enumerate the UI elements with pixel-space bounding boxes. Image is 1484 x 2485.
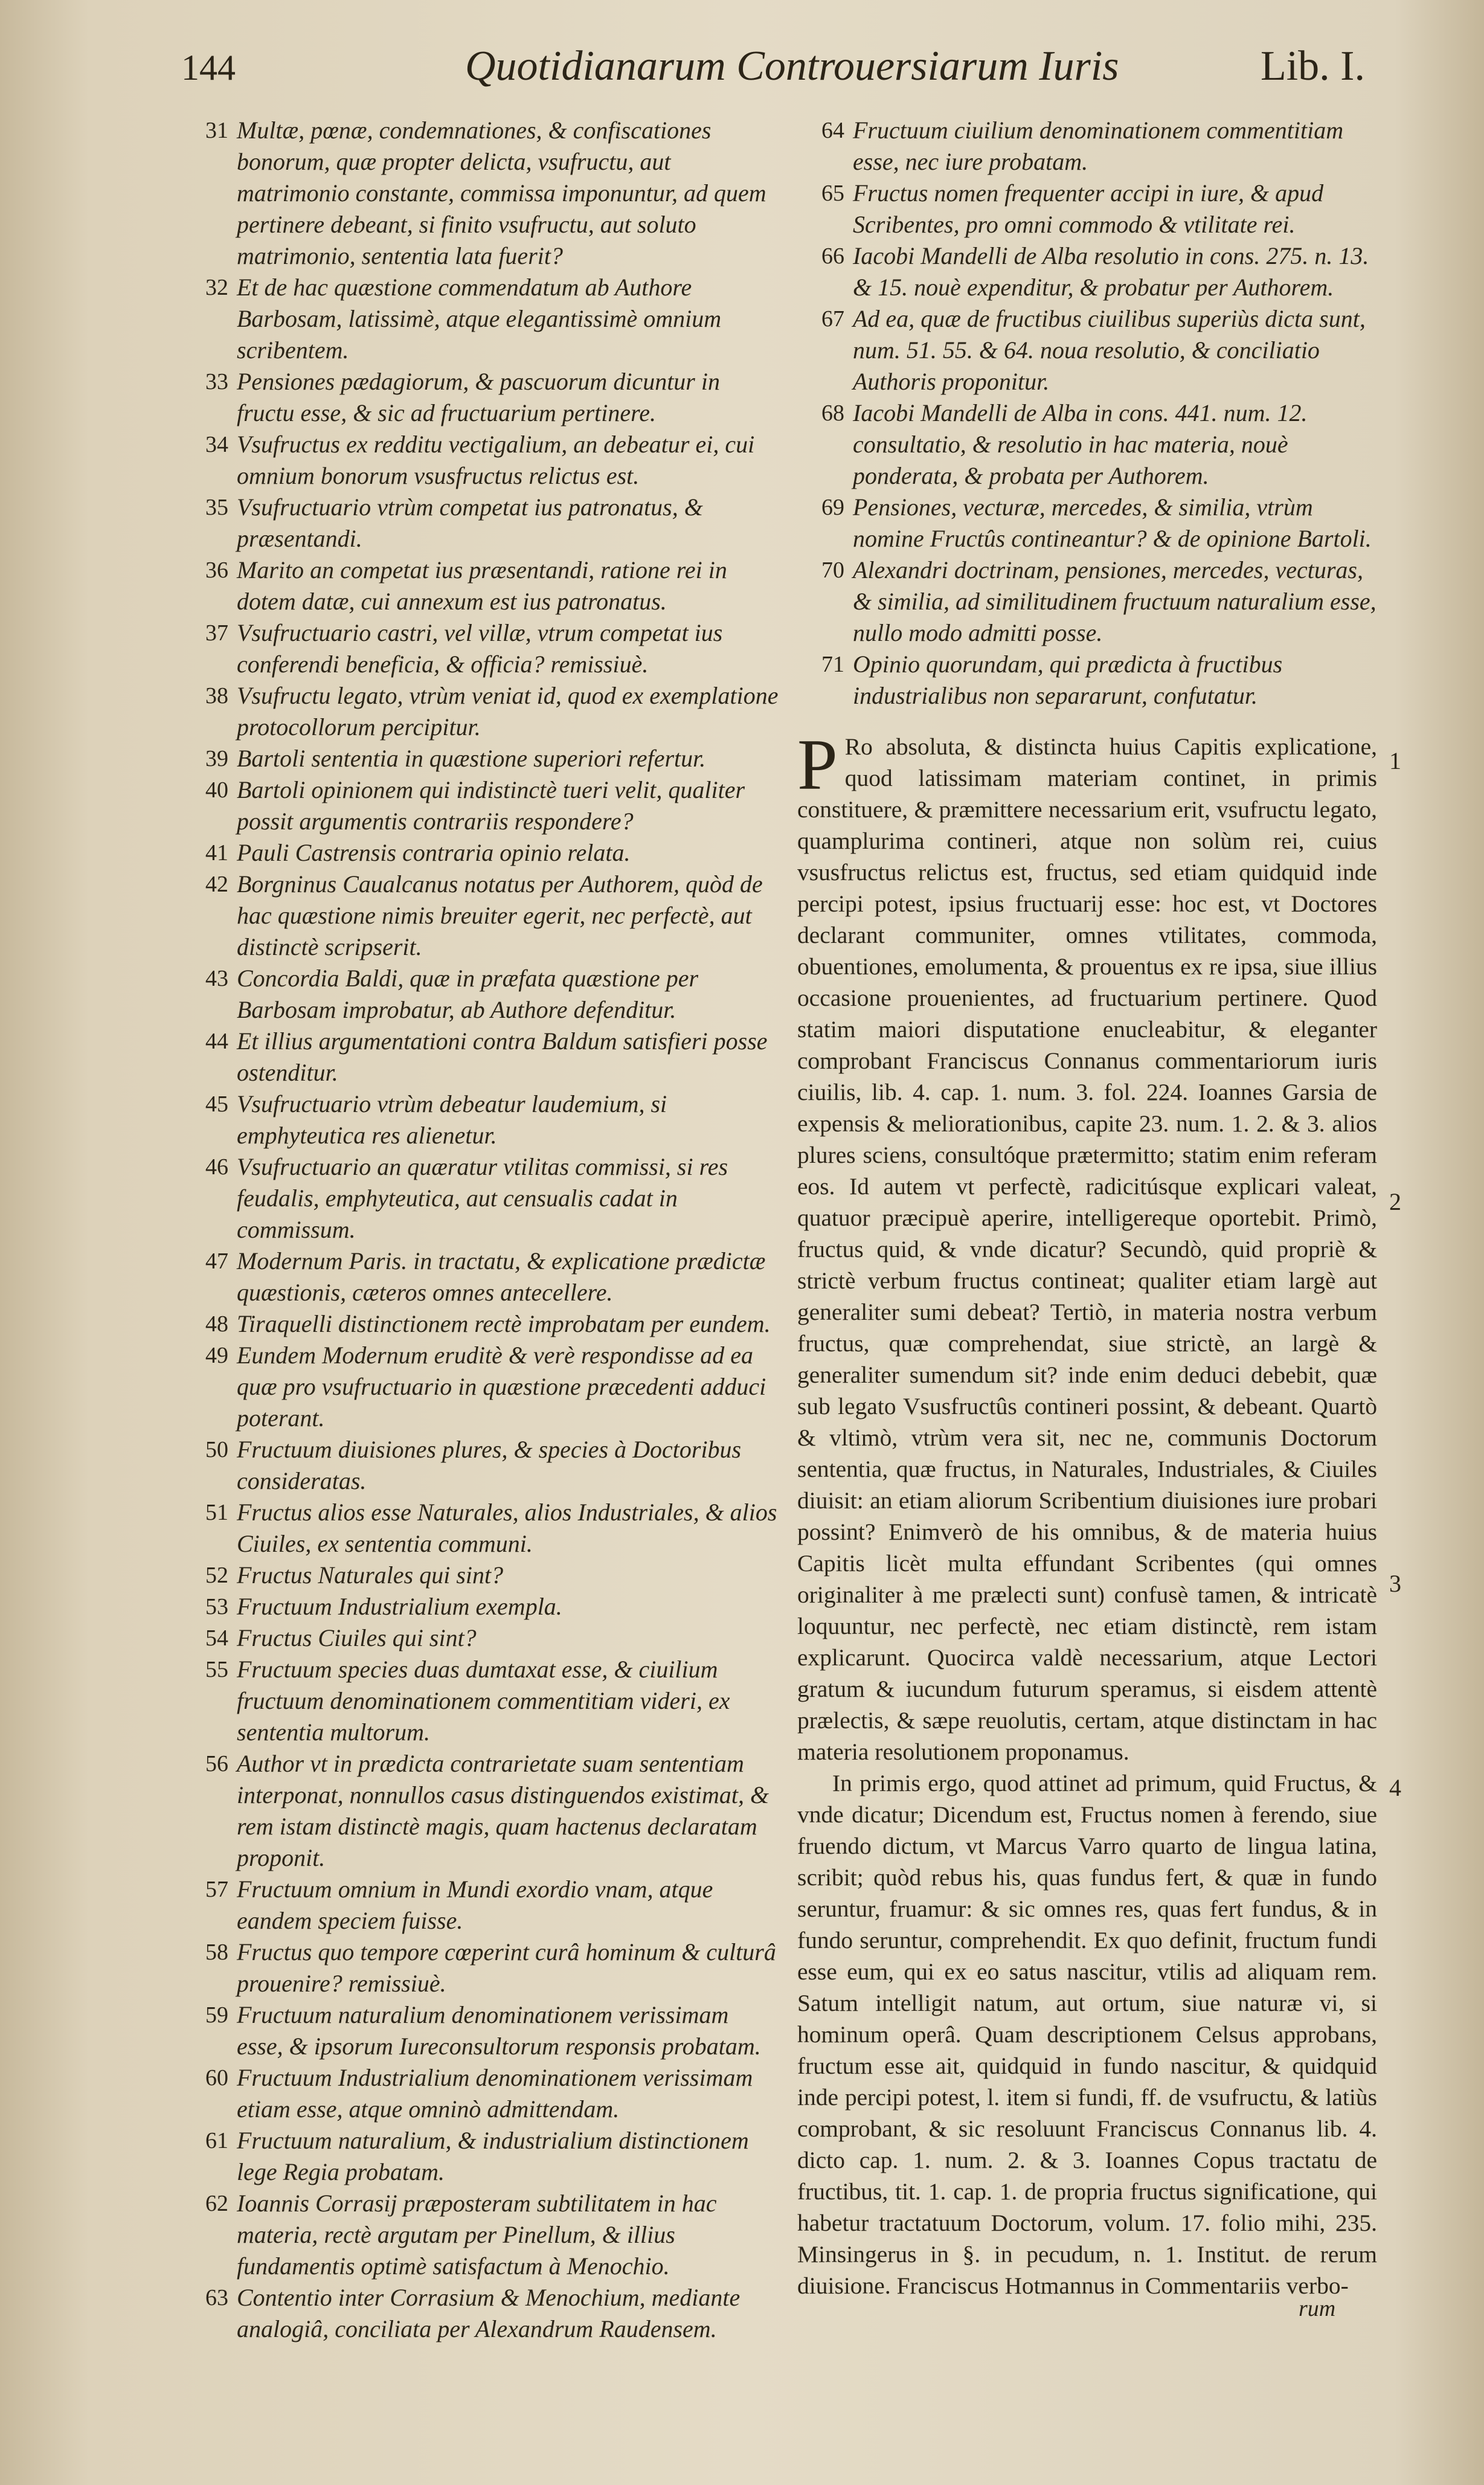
entry-number: 70 [821,558,844,583]
entry-text: Bartoli sententia in quæstione superiori refertur. [237,745,706,772]
entry-number: 50 [205,1437,228,1462]
summary-entry [797,555,1377,649]
entry-text: Bartoli opinionem qui indistinctè tueri velit, qualiter possit argumentis contrariis respondere? [237,776,745,835]
entry-number: 42 [205,872,228,897]
summary-entry [181,1622,779,1654]
entry-number: 43 [205,966,228,991]
entry-number: 46 [205,1154,228,1180]
summary-entry [181,743,779,774]
entry-text: Fructuum species duas dumtaxat esse, & ciuilium fructuum denominationem commentitiam videri, ex sententia multorum. [237,1656,730,1746]
entry-number: 48 [205,1311,228,1337]
entry-number: 40 [205,777,228,803]
entry-text: Modernum Paris. in tractatu, & explicatione prædictæ quæstionis, cæteros omnes antecellere. [237,1247,766,1306]
entry-text: Fructuum Industrialium denominationem verissimam etiam esse, atque omninò admittendam. [237,2064,753,2123]
entry-number: 38 [205,683,228,709]
entry-text: Ioannis Corrasij præposteram subtilitatem in hac materia, rectè argutam per Pinellum, & illius fundamentis optimè satisfactum à Menochio. [237,2190,717,2280]
running-title: Quotidianarum Controuersiarum Iuris [465,43,1119,89]
entry-text: Fructus nomen frequenter accipi in iure, & apud Scribentes, pro omni commodo & vtilitate rei. [853,179,1324,238]
summary-entry [181,115,779,272]
entry-number: 69 [821,495,844,520]
entry-number: 67 [821,306,844,332]
summary-entry [181,2125,779,2188]
entry-number: 31 [205,118,228,143]
summary-entry [797,492,1377,555]
summary-entry [181,1497,779,1560]
entry-text: Fructuum Industrialium exempla. [237,1593,562,1620]
paragraph-2: In primis ergo, quod attinet ad primum, quid Fructus, & vnde dicatur; Dicendum est, Fructus nomen à ferendo, siue fruendo dictum, vt Marcus Varro quarto de lingua latina, scribit; quòd rebus his, quas fundus fert, & quæ in fundo seruntur, fruamur: & sic omnes res, quas fert fundus, & in fundo seruntur, comprehendit. Ex quo definit, fructum fundi esse eum, qui ex eo satus nascitur, vtilis ad aliquam rem. Satum intelligit natum, aut ortum, siue naturæ vi, si hominum operâ. Quam descriptionem Celsus approbans, fructum esse ait, quidquid in fundo nascitur, & quidquid inde percipi potest, l. item si fundi, ff. de vsufructu, & latiùs comprobant, & sic resoluunt Franciscus Connanus lib. 4. dicto cap. 1. num. 2. & 3. Ioannes Copus tractatu de fructibus, tit. 1. cap. 1. de propria fructus significatione, qui habetur tractatuum Doctorum, volum. 17. folio mihi, 235. Minsingerus in §. in pecudum, n. 1. Institut. de rerum diuisione. Franciscus Hotmannus in Commentariis verbo- [797,1770,1377,2299]
summary-entry [181,1999,779,2062]
summary-entry [181,492,779,555]
entry-text: Concordia Baldi, quæ in præfata quæstione per Barbosam improbatur, ab Authore defenditur. [237,965,699,1023]
summary-entry [181,429,779,492]
summary-entry [797,178,1377,240]
summary-entry [181,1937,779,1999]
entry-text: Fructus Ciuiles qui sint? [237,1624,477,1651]
entry-number: 35 [205,495,228,520]
entry-number: 34 [205,432,228,457]
summary-entry [181,774,779,837]
entry-number: 66 [821,243,844,269]
entry-text: Fructuum naturalium, & industrialium distinctionem lege Regia probatam. [237,2127,749,2185]
entry-text: Vsufructuario an quæratur vtilitas commissi, si res feudalis, emphyteutica, aut censualis cadat in commissum. [237,1153,728,1243]
summary-entry [181,680,779,743]
entry-number: 41 [205,840,228,866]
entry-text: Vsufructuario vtrùm debeatur laudemium, si emphyteutica res alienetur. [237,1090,667,1149]
summary-entry [181,1340,779,1434]
entry-number: 45 [205,1091,228,1117]
entry-text: Fructus quo tempore cœperint curâ hominum & culturâ prouenire? remissiuè. [237,1938,776,1997]
entry-number: 51 [205,1500,228,1525]
summary-entry [797,240,1377,303]
summary-entry [181,272,779,366]
summary-entry [181,2188,779,2282]
entry-text: Vsufructu legato, vtrùm veniat id, quod ex exemplatione protocollorum percipitur. [237,682,779,741]
entry-number: 52 [205,1563,228,1588]
entry-text: Opinio quorundam, qui prædicta à fructibus industrialibus non separarunt, confutatur. [853,651,1283,709]
entry-number: 44 [205,1029,228,1054]
entry-text: Multæ, pœnæ, condemnationes, & confiscationes bonorum, quæ propter delicta, vsufructu, aut matrimonio constante, commissa imponuntur, ad quem pertinere debeant, si finito vsufructu, aut soluto matrimonio, sententia lata fuerit? [237,117,766,269]
summary-entry [181,1151,779,1246]
summary-entry [181,1748,779,1874]
entry-number: 64 [821,118,844,143]
entry-number: 71 [821,652,844,677]
entry-number: 62 [205,2191,228,2216]
entry-text: Pauli Castrensis contraria opinio relata. [237,839,631,866]
margin-number-1: 1 [1389,747,1401,774]
summary-entry [181,1246,779,1308]
entry-number: 56 [205,1751,228,1776]
entry-number: 61 [205,2128,228,2153]
summary-entry [181,1026,779,1088]
summary-entry [181,1434,779,1497]
margin-number-4: 4 [1389,1774,1401,1801]
summary-entry [181,366,779,429]
entry-number: 36 [205,558,228,583]
summary-entry [181,837,779,869]
page-number: 144 [181,48,236,88]
summary-entry [181,1654,779,1748]
summary-entry [181,1591,779,1622]
summary-entry [181,1308,779,1340]
entry-text: Author vt in prædicta contrarietate suam sententiam interponat, nonnullos casus distinguendos existimat, & rem istam distinctè magis, quam hactenus declaratam proponit. [237,1750,769,1871]
entry-text: Iacobi Mandelli de Alba in cons. 441. num. 12. consultatio, & resolutio in hac materia, nouè ponderata, & probata per Authorem. [853,399,1308,489]
summary-entry [181,555,779,617]
entry-text: Fructus alios esse Naturales, alios Industriales, & alios Ciuiles, ex sententia communi. [237,1499,777,1557]
entry-text: Ad ea, quæ de fructibus ciuilibus superiùs dicta sunt, num. 51. 55. & 64. noua resolutio, & conciliatio Authoris proponitur. [853,305,1366,395]
entry-text: Alexandri doctrinam, pensiones, mercedes, vecturas, & similia, ad similitudinem fructuum naturalium esse, nullo modo admitti posse. [853,556,1376,646]
entry-text: Fructuum naturalium denominationem verissimam esse, & ipsorum Iureconsultorum responsis probatam. [237,2001,761,2060]
entry-number: 54 [205,1625,228,1651]
entry-number: 63 [205,2285,228,2310]
entry-text: Eundem Modernum eruditè & verè respondisse ad ea quæ pro vsufructuario in quæstione præcedenti adduci poterant. [237,1342,766,1432]
summary-entry [181,1560,779,1591]
summary-entry [797,303,1377,397]
summary-entry [797,397,1377,492]
entry-number: 58 [205,1940,228,1965]
entry-text: Vsufructuario vtrùm competat ius patronatus, & præsentandi. [237,493,703,552]
entry-text: Fructuum ciuilium denominationem commentitiam esse, nec iure probatam. [853,117,1344,175]
entry-number: 33 [205,369,228,394]
summary-entry [797,649,1377,712]
summary-entry [797,115,1377,178]
entry-number: 60 [205,2065,228,2091]
summary-list-left [181,115,779,2345]
entry-number: 39 [205,746,228,771]
entry-number: 59 [205,2002,228,2028]
entry-text: Fructuum diuisiones plures, & species à Doctoribus consideratas. [237,1436,742,1494]
entry-text: Vsufructuario castri, vel villæ, vtrum competat ius conferendi beneficia, & officia? remissiuè. [237,619,723,678]
summary-entry [181,1088,779,1151]
entry-text: Borgninus Caualcanus notatus per Authorem, quòd de hac quæstione nimis breuiter egerit, nec perfectè, aut distinctè scripserit. [237,870,763,960]
entry-text: Fructuum omnium in Mundi exordio vnam, atque eandem speciem fuisse. [237,1876,713,1934]
summary-entry [181,1874,779,1937]
entry-number: 49 [205,1343,228,1368]
entry-number: 65 [821,181,844,206]
entry-text: Fructus Naturales qui sint? [237,1561,504,1589]
running-header [181,42,1365,109]
summary-entry [181,963,779,1026]
summary-entry [181,617,779,680]
entry-text: Tiraquelli distinctionem rectè improbatam per eundem. [237,1310,771,1337]
margin-number-2: 2 [1389,1188,1401,1215]
entry-text: Iacobi Mandelli de Alba resolutio in cons. 275. n. 13. & 15. nouè expenditur, & probatur per Authorem. [853,242,1369,301]
summary-list-right [797,115,1377,712]
entry-number: 32 [205,275,228,300]
entry-text: Et de hac quæstione commendatum ab Authore Barbosam, latissimè, atque elegantissimè omnium scribentem. [237,274,722,364]
entry-number: 37 [205,620,228,646]
margin-number-3: 3 [1389,1570,1401,1597]
entry-text: Pensiones, vecturæ, mercedes, & similia, vtrùm nomine Fructûs contineantur? & de opinione Bartoli. [853,493,1372,552]
paragraph-1 [797,724,1377,1767]
catchword: rum [1299,2296,1336,2321]
chapter-body [797,724,1377,2301]
entry-text: Marito an competat ius præsentandi, ratione rei in dotem datæ, cui annexum est ius patronatus. [237,556,727,615]
entry-text: Vsufructus ex redditu vectigalium, an debeatur ei, cui omnium bonorum vsusfructus relictus est. [237,431,755,489]
drop-cap: P [797,724,838,805]
summary-entry [181,2062,779,2125]
entry-text: Pensiones pædagiorum, & pascuorum dicuntur in fructu esse, & sic ad fructuarium pertinere. [237,368,720,426]
entry-number: 57 [205,1877,228,1902]
book-label: Lib. I. [1260,43,1365,89]
summary-entry [181,869,779,963]
summary-entry [181,2282,779,2345]
entry-number: 47 [205,1249,228,1274]
entry-text: Contentio inter Corrasium & Menochium, mediante analogiâ, conciliata per Alexandrum Raudensem. [237,2284,740,2342]
entry-number: 53 [205,1594,228,1619]
paragraph-1-text: Ro absoluta, & distincta huius Capitis explicatione, quod latissimam materiam continet, in primis constituere, & præmittere necessarium erit, vsufructu legato, quamplurima contineri, atque non solùm rei, cuius vsusfructus relictus est, fructus, sed etiam quidquid inde percipi potest, ipsius fructuarij esse: hoc est, vt Doctores declarant communiter, omnes vtilitates, commoda, obuentiones, emolumenta, & prouentus ex re ipsa, siue illius occasione prouenientes, ad fructuarium pertinere. Quod statim maiori disputatione enucleabitur, & eleganter comprobant Franciscus Connanus commentariorum iuris ciuilis, lib. 4. cap. 1. num. 3. fol. 224. Ioannes Garsia de expensis & meliorationibus, capite 23. num. 1. 2. & 3. alios plures sciens, consultóque prætermitto; statim enim referam eos. Id autem vt perfectè, radicitúsque explicari valeat, quatuor præcipuè aperire, intelligereque oportebit. Primò, fructus quid, & vnde dicatur? Secundò, quid propriè & strictè verbum fructus contineat; qualiter etiam largè aut generaliter sumi debeat? Tertiò, in materia nostra verbum fructus, quæ comprehendat, siue strictè, an largè & generaliter sumendum sit? inde enim deduci debebit, quæ sub legato Vsusfructûs contineri possint, & debeant. Quartò & vltimò, vtrùm vera sit, nec ne, communis Doctorum sententia, quæ fructus, in Naturales, Industriales, & Ciuiles diuisit: an etiam aliorum Scribentium diuisiones iure probari possint? Enimverò de his omnibus, & de materia huius Capitis licèt multa effundant Scribentes (qui omnes originaliter à me prælecti sunt) confusè tamen, & intricatè loquuntur, nec perfectè, nec etiam distinctè, rem istam explicarunt. Quocirca valdè necessarium, atque Lectori gratum & iucundum futurum speramus, si eisdem attentè prælectis, & sæpe reuolutis, certam, atque distinctam in hac materia resolutionem proponamus. [797,733,1377,1765]
entry-number: 68 [821,400,844,426]
entry-number: 55 [205,1657,228,1682]
entry-text: Et illius argumentationi contra Baldum satisfieri posse ostenditur. [237,1027,768,1086]
